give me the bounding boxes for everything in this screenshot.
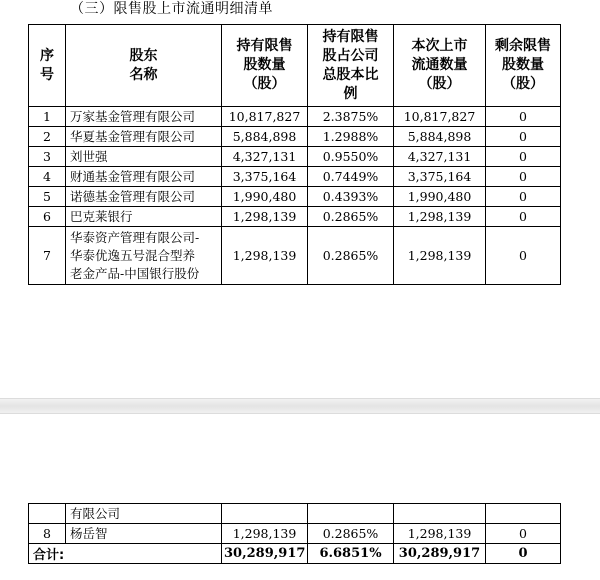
header-ratio-line: 总股本比 [322, 66, 379, 83]
header-ratio-line: 例 [343, 85, 358, 102]
cell-name: 刘世强 [66, 147, 222, 167]
cell-listed: 5,884,898 [394, 127, 486, 147]
cell-held: 5,884,898 [222, 127, 308, 147]
cell-held: 1,990,480 [222, 187, 308, 207]
cell-listed: 1,990,480 [394, 187, 486, 207]
cell-held [222, 504, 308, 524]
section-title: （三）限售股上市流通明细清单 [70, 1, 273, 17]
cell-name-line: 华泰资产管理有限公司- [70, 229, 200, 245]
cell-ratio [308, 504, 394, 524]
cell-ratio: 0.9550% [308, 147, 394, 167]
header-seq [29, 25, 66, 107]
cell-held: 10,817,827 [222, 107, 308, 127]
header-seq-line: 号 [40, 66, 54, 83]
header-listed-line: （股） [418, 76, 461, 92]
cell-name: 巴克莱银行 [66, 207, 222, 227]
cell-listed: 1,298,139 [394, 524, 486, 544]
cell-seq: 1 [29, 107, 66, 127]
cell-listed: 4,327,131 [394, 147, 486, 167]
total-row [29, 544, 561, 564]
cell-remaining: 0 [486, 127, 561, 147]
cell-ratio: 1.2988% [308, 127, 394, 147]
cell-name: 诺德基金管理有限公司 [66, 187, 222, 207]
cell-remaining [486, 504, 561, 524]
header-ratio-line: 持有限售 [322, 28, 379, 45]
cell-ratio: 0.7449% [308, 167, 394, 187]
cell-name: 财通基金管理有限公司 [66, 167, 222, 187]
cell-remaining: 0 [486, 107, 561, 127]
total-listed: 30,289,917 [394, 544, 486, 564]
cell-name: 有限公司 [66, 504, 222, 524]
header-held [222, 25, 308, 107]
total-label: 合计: [29, 544, 222, 564]
cell-ratio: 0.2865% [308, 524, 394, 544]
header-seq-line: 序 [40, 47, 54, 64]
cell-ratio: 2.3875% [308, 107, 394, 127]
header-row [29, 25, 561, 107]
table-row [29, 167, 561, 187]
cell-ratio: 0.4393% [308, 187, 394, 207]
header-remaining-line: 股数量 [502, 57, 544, 73]
header-remaining-line: （股） [502, 76, 544, 92]
cell-name: 杨岳智 [66, 524, 222, 544]
cell-held: 1,298,139 [222, 524, 308, 544]
total-held: 30,289,917 [222, 544, 308, 564]
restricted-shares-table [28, 24, 561, 285]
cell-remaining: 0 [486, 524, 561, 544]
cell-seq: 3 [29, 147, 66, 167]
cell-seq: 4 [29, 167, 66, 187]
header-ratio-line: 股占公司 [322, 47, 379, 64]
header-ratio [308, 25, 394, 107]
total-ratio: 6.6851% [308, 544, 394, 564]
cell-name: 万家基金管理有限公司 [66, 107, 222, 127]
header-listed-line: 流通数量 [411, 57, 468, 73]
table-row [29, 187, 561, 207]
table-row [29, 227, 561, 285]
header-held-line: （股） [243, 76, 286, 92]
cell-name-line: 华泰优逸五号混合型养 [70, 247, 196, 263]
cell-listed [394, 504, 486, 524]
header-remaining [486, 25, 561, 107]
cell-held: 1,298,139 [222, 207, 308, 227]
cell-held: 3,375,164 [222, 167, 308, 187]
cell-remaining: 0 [486, 167, 561, 187]
cell-held: 1,298,139 [222, 227, 308, 285]
table-row [29, 127, 561, 147]
cell-seq: 8 [29, 524, 66, 544]
header-held-line: 持有限售 [236, 38, 293, 54]
cell-listed: 10,817,827 [394, 107, 486, 127]
header-listed [394, 25, 486, 107]
table-row-continued [29, 504, 561, 524]
cell-listed: 1,298,139 [394, 207, 486, 227]
cell-seq: 7 [29, 227, 66, 285]
cell-seq: 6 [29, 207, 66, 227]
cell-listed: 3,375,164 [394, 167, 486, 187]
cell-name: 华夏基金管理有限公司 [66, 127, 222, 147]
header-holder [66, 25, 222, 107]
header-remaining-line: 剩余限售 [495, 38, 551, 54]
cell-name-line: 老金产品-中国银行股份 [70, 265, 200, 281]
header-held-line: 股数量 [243, 57, 286, 73]
cell-ratio: 0.2865% [308, 227, 394, 285]
restricted-shares-table-continued [28, 503, 561, 564]
table-row [29, 524, 561, 544]
cell-remaining: 0 [486, 227, 561, 285]
cell-seq: 5 [29, 187, 66, 207]
total-remaining: 0 [486, 544, 561, 564]
header-listed-line: 本次上市 [411, 38, 468, 54]
cell-held: 4,327,131 [222, 147, 308, 167]
table-row [29, 107, 561, 127]
cell-remaining: 0 [486, 207, 561, 227]
header-holder-line: 股东 [129, 47, 158, 64]
table-row [29, 147, 561, 167]
cell-remaining: 0 [486, 187, 561, 207]
page-break [0, 398, 600, 414]
cell-ratio: 0.2865% [308, 207, 394, 227]
table-row [29, 207, 561, 227]
cell-listed: 1,298,139 [394, 227, 486, 285]
header-holder-line: 名称 [129, 66, 158, 83]
cell-remaining: 0 [486, 147, 561, 167]
cell-seq: 2 [29, 127, 66, 147]
cell-seq [29, 504, 66, 524]
cell-name [66, 227, 222, 285]
